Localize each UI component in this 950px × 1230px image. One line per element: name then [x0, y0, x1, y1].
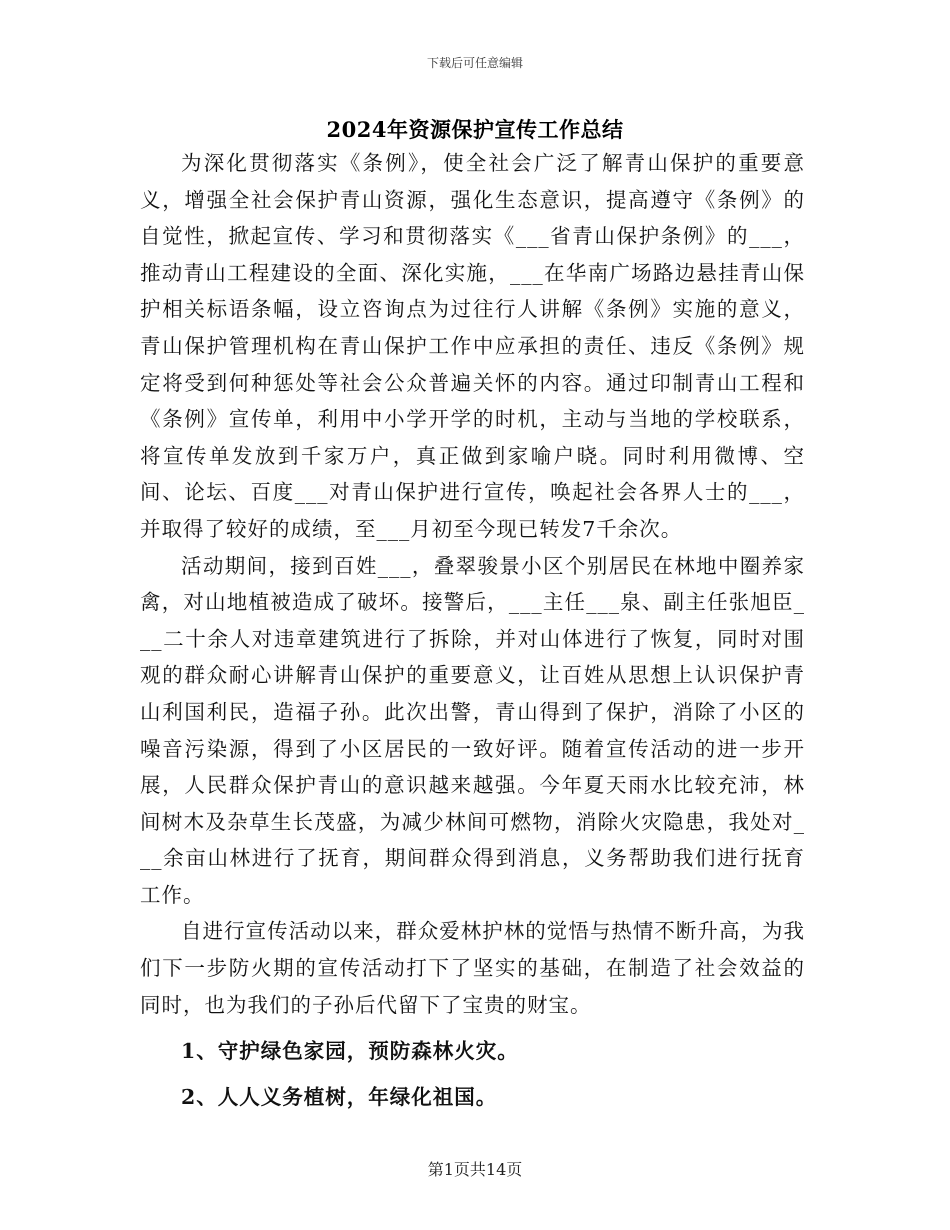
paragraph-2: 活动期间，接到百姓___，叠翠骏景小区个别居民在林地中圈养家禽，对山地植被造成了破坏。接警后，___主任___泉、副主任张旭臣___二十余人对违章建筑进行了拆除，并对山体进行了恢复，同时对围观的群众耐心讲解青山保护的重要意义，让百姓从思想上认识保护青山利国利民，造福子孙。此次出警，青山得到了保护，消除了小区的噪音污染源，得到了小区居民的一致好评。随着宣传活动的进一步开展，人民群众保护青山的意识越来越强。今年夏天雨水比较充沛，林间树木及杂草生长茂盛，为减少林间可燃物，消除火灾隐患，我处对___余亩山林进行了抚育，期间群众得到消息，义务帮助我们进行抚育工作。 [140, 553, 805, 907]
paragraph-1: 为深化贯彻落实《条例》，使全社会广泛了解青山保护的重要意义，增强全社会保护青山资源，强化生态意识，提高遵守《条例》的自觉性，掀起宣传、学习和贯彻落实《___省青山保护条例》的___，推动青山工程建设的全面、深化实施，___在华南广场路边悬挂青山保护相关标语条幅，设立咨询点为过往行人讲解《条例》实施的意义，青山保护管理机构在青山保护工作中应承担的责任、违反《条例》规定将受到何种惩处等社会公众普遍关怀的内容。通过印制青山工程和《条例》宣传单，利用中小学开学的时机，主动与当地的学校联系，将宣传单发放到千家万户，真正做到家喻户晓。同时利用微博、空间、论坛、百度___对青山保护进行宣传，唤起社会各界人士的___，并取得了较好的成绩，至___月初至今现已转发7千余次。 [140, 151, 805, 541]
paragraph-3: 自进行宣传活动以来，群众爱林护林的觉悟与热情不断升高，为我们下一步防火期的宣传活动打下了坚实的基础，在制造了社会效益的同时，也为我们的子孙后代留下了宝贵的财宝。 [140, 919, 805, 1017]
slogan-2: 2、人人义务植树，年绿化祖国。 [181, 1084, 498, 1109]
slogan-1: 1、守护绿色家园，预防森林火灾。 [181, 1039, 519, 1064]
page-indicator: 第1页共14页 [427, 1160, 523, 1179]
header-note: 下载后可任意编辑 [426, 56, 523, 70]
document-title: 2024年资源保护宣传工作总结 [326, 117, 624, 142]
document-body [140, 145, 805, 1115]
